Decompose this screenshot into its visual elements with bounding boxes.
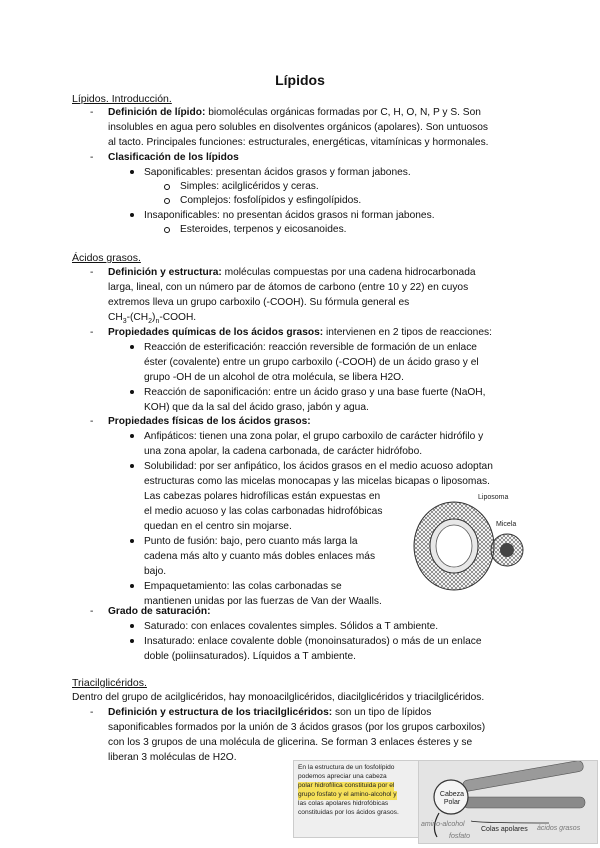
formula-sub: n: [155, 318, 160, 326]
text-line: intervienen en 2 tipos de reacciones:: [326, 327, 492, 338]
bullet-dot: [130, 170, 134, 174]
dash-bullet: -: [90, 327, 94, 338]
cabeza-polar-label: Cabeza Polar: [439, 791, 465, 806]
bullet-circle: [164, 184, 170, 190]
bullet-dot: [130, 390, 134, 394]
text-line: Empaquetamiento: las colas carbonadas se: [144, 581, 342, 592]
text-line: Reacción de esterificación: reacción reversible de formación de un enlace: [144, 342, 477, 353]
note-line: En la estructura de un fosfolípido: [298, 764, 395, 771]
dash-bullet: -: [90, 416, 94, 427]
bullet-dot: [130, 464, 134, 468]
text-line: son un tipo de lípidos: [335, 707, 432, 718]
formula-sub: 3: [122, 318, 127, 326]
amino-alcohol-handwritten: amino-alcohol: [421, 821, 465, 828]
lipid-definition: [108, 105, 481, 120]
dash-bullet: -: [90, 267, 94, 278]
text-line: grupo -OH de un alcohol de otra molécula, se libera H2O.: [144, 372, 404, 383]
dash-bullet: -: [90, 707, 94, 718]
bullet-circle: [164, 227, 170, 233]
note-line: constituidas por los ácidos grasos.: [298, 809, 399, 816]
bullet-dot: [130, 584, 134, 588]
text-line: saponificables formados por la unión de 3 ácidos grasos (por los grupos carboxilos): [108, 722, 486, 733]
bullet-dot: [130, 624, 134, 628]
formula-part: CH: [108, 312, 123, 323]
bold-label: Propiedades físicas de los ácidos grasos:: [108, 416, 311, 427]
text-line: éster (covalente) entre un grupo carboxilo (-COOH) de un ácido graso y el: [144, 357, 479, 368]
page-title: Lípidos: [275, 72, 325, 88]
text-line: Las cabezas polares hidrofílicas están expuestas en: [144, 491, 381, 502]
section-heading-acidos: Ácidos grasos.: [72, 252, 141, 264]
text-line: el medio acuoso y las colas carbonadas hidrofóbicas: [144, 506, 383, 517]
dash-bullet: -: [90, 107, 94, 118]
bold-label: Propiedades químicas de los ácidos grasos:: [108, 327, 324, 338]
chemical-properties: [108, 325, 492, 340]
text-line: Dentro del grupo de acilglicéridos, hay monoacilglicéridos, diacilglicéridos y triacilglicéridos.: [72, 692, 485, 703]
classification-label: [108, 150, 239, 165]
acidos-grasos-handwritten: ácidos grasos: [537, 825, 581, 832]
text-line: bajo.: [144, 566, 167, 577]
text-line: biomoléculas orgánicas formadas por C, H, O, N, P y S. Son: [208, 107, 481, 118]
note-line-highlighted: grupo fosfato y el amino-alcohol y: [298, 791, 397, 798]
section-heading-lipidos: Lípidos. Introducción.: [72, 93, 172, 105]
bullet-dot: [130, 539, 134, 543]
text-line: Solubilidad: por ser anfipático, los ácidos grasos en el medio acuoso adoptan: [144, 461, 493, 472]
bold-label: Grado de saturación:: [108, 606, 211, 617]
text-line: larga, lineal, con un número par de átomos de carbono (entre 10 y 22) en cuyos: [108, 282, 469, 293]
text-line: con los 3 grupos de una molécula de glicerina. Se forman 3 enlaces ésteres y se: [108, 737, 473, 748]
text-line: Complejos: fosfolípidos y esfingolípidos.: [180, 195, 362, 206]
note-line: las colas apolares hidrofóbicas: [298, 800, 389, 807]
liposome-micelle-figure: [412, 488, 527, 596]
bold-label: Definición y estructura:: [108, 267, 222, 278]
note-line: podemos apreciar una cabeza: [298, 773, 387, 780]
note-line-highlighted: polar hidrofílica constituida por el: [298, 782, 395, 789]
text-line: cadena más alto y cuanto más dobles enlaces más: [144, 551, 376, 562]
liposome-micelle-illustration: [412, 488, 527, 596]
text-line: estructuras como las micelas monocapas y las micelas bicapas o liposomas.: [144, 476, 490, 487]
fa-definition: [108, 265, 476, 280]
text-line: Reacción de saponificación: entre un ácido graso y una base fuerte (NaOH,: [144, 387, 486, 398]
bullet-dot: [130, 434, 134, 438]
formula-part: ): [152, 312, 156, 323]
phospholipid-diagram-photo: [418, 760, 598, 844]
text-line: Saponificables: presentan ácidos grasos y forman jabones.: [144, 167, 411, 178]
text-line: mantienen unidas por las fuerzas de Van der Waalls.: [144, 596, 382, 607]
bullet-dot: [130, 639, 134, 643]
colas-apolares-label: Colas apolares: [481, 826, 528, 833]
formula-part: -COOH.: [159, 312, 197, 323]
text-line: Insaponificables: no presentan ácidos grasos ni forman jabones.: [144, 210, 435, 221]
text-line: Saturado: con enlaces covalentes simples. Sólidos a T ambiente.: [144, 621, 439, 632]
bullet-dot: [130, 213, 134, 217]
text-line: quedan en el centro sin mojarse.: [144, 521, 292, 532]
formula-part: -(CH: [126, 312, 149, 323]
text-line: una zona apolar, la cadena carbonada, de carácter hidrófobo.: [144, 446, 423, 457]
text-line: doble (poliinsaturados). Líquidos a T ambiente.: [144, 651, 356, 662]
text-line: extremos lleva un grupo carboxilo (-COOH). Su fórmula general es: [108, 297, 410, 308]
text-line: liberan 3 moléculas de H2O.: [108, 752, 237, 763]
section-heading-triacilgliceridos: Triacilglicéridos.: [72, 677, 147, 689]
text-line: Insaturado: enlace covalente doble (monoinsaturados) o más de un enlace: [144, 636, 482, 647]
text-line: Anfipáticos: tienen una zona polar, el grupo carboxilo de carácter hidrófilo y: [144, 431, 484, 442]
text-line: moléculas compuestas por una cadena hidrocarbonada: [224, 267, 476, 278]
dash-bullet: -: [90, 606, 94, 617]
saturation-degree: [108, 604, 210, 619]
physical-properties: [108, 414, 311, 429]
text-line: insolubles en agua pero solubles en disolventes orgánicos (apolares). Son untuosos: [108, 122, 489, 133]
text-line: al tacto. Principales funciones: estructurales, energéticas, vitamínicas y hormonales.: [108, 137, 489, 148]
tag-definition: [108, 705, 431, 720]
phospholipid-note-photo: [293, 760, 419, 838]
text-line: KOH) que da la sal del ácido graso, jabón y agua.: [144, 402, 369, 413]
formula-sub: 2: [148, 318, 153, 326]
bold-label: Definición y estructura de los triacilglicéridos:: [108, 707, 333, 718]
liposome-label: Liposoma: [478, 494, 509, 501]
micelle-label: Micela: [496, 521, 517, 528]
bold-label: Clasificación de los lípidos: [108, 152, 239, 163]
text-line: Simples: acilglicéridos y ceras.: [180, 181, 319, 192]
text-line: Esteroides, terpenos y eicosanoides.: [180, 224, 347, 235]
text-line: Punto de fusión: bajo, pero cuanto más larga la: [144, 536, 358, 547]
bullet-dot: [130, 345, 134, 349]
dash-bullet: -: [90, 152, 94, 163]
lipid-definition-label: Definición de lípido:: [108, 107, 206, 118]
fosfato-handwritten: fosfato: [449, 833, 471, 840]
bullet-circle: [164, 198, 170, 204]
